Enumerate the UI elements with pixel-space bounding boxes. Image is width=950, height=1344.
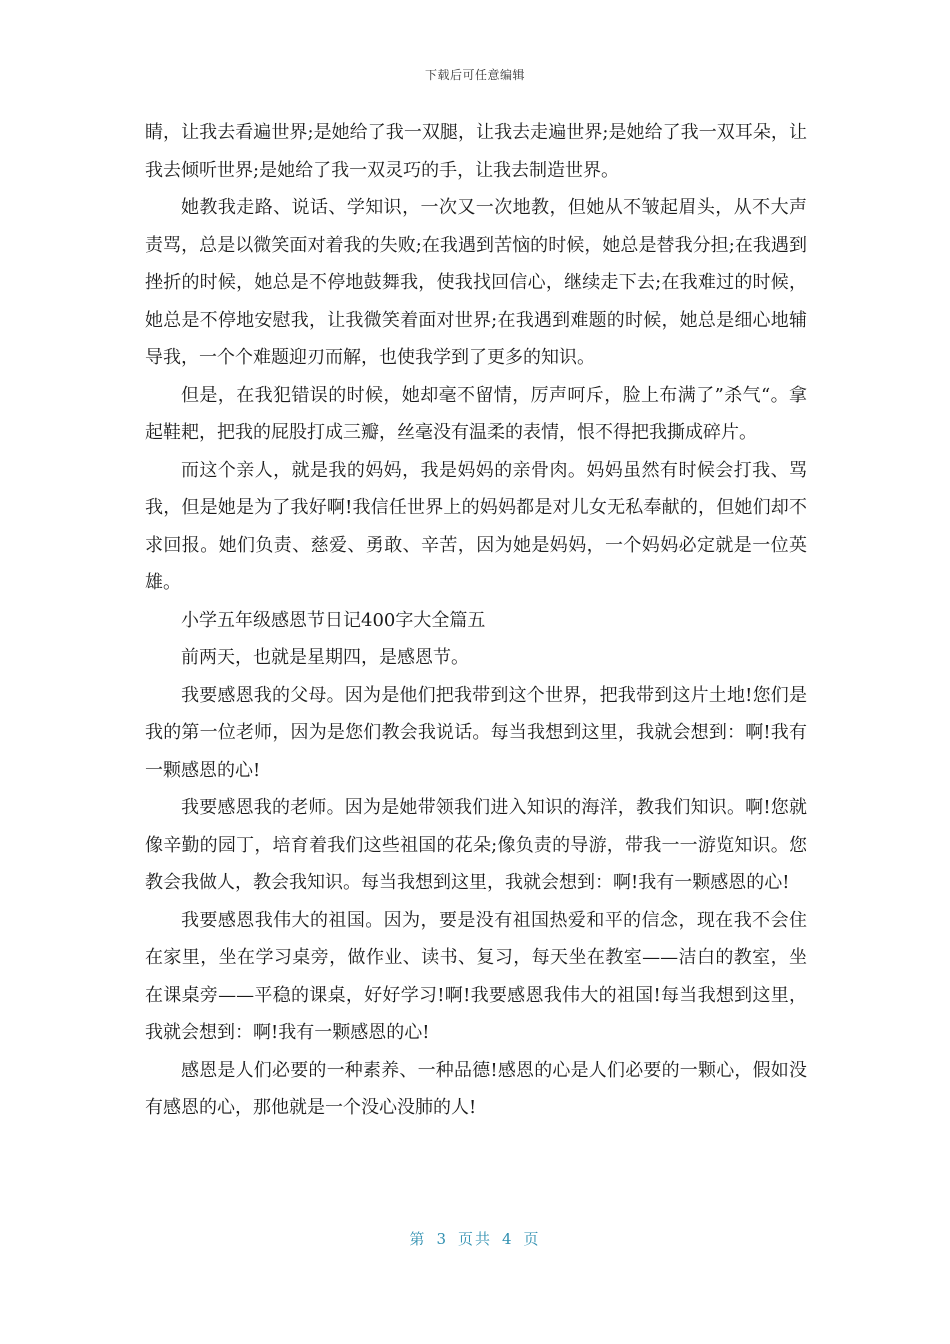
page-footer bbox=[0, 1228, 950, 1249]
current-page-number: 3 bbox=[436, 1230, 448, 1248]
paragraph: 睛，让我去看遍世界;是她给了我一双腿，让我去走遍世界;是她给了我一双耳朵，让我去倾听世界;是她给了我一双灵巧的手，让我去制造世界。 bbox=[145, 122, 807, 181]
paragraph: 而这个亲人，就是我的妈妈，我是妈妈的亲骨肉。妈妈虽然有时候会打我、骂我，但是她是为了我好啊!我信任世界上的妈妈都是对儿女无私奉献的，但她们却不求回报。她们负责、慈爱、勇敢、辛苦，因为她是妈妈，一个妈妈必定就是一位英雄。 bbox=[145, 459, 807, 593]
page-header: 下载后可任意编辑 bbox=[424, 68, 525, 82]
paragraph: 感恩是人们必要的一种素养、一种品德!感恩的心是人们必要的一颗心，假如没有感恩的心，那他就是一个没心没肺的人! bbox=[145, 1059, 807, 1118]
paragraph: 我要感恩我的父母。因为是他们把我带到这个世界，把我带到这片土地!您们是我的第一位老师，因为是您们教会我说话。每当我想到这里，我就会想到：啊!我有一颗感恩的心! bbox=[145, 684, 807, 781]
page-label: 第 bbox=[409, 1230, 427, 1248]
paragraph: 但是，在我犯错误的时候，她却毫不留情，厉声呵斥，脸上布满了”杀气“。拿起鞋耙，把我的屁股打成三瓣，丝毫没有温柔的表情，恨不得把我撕成碎片。 bbox=[145, 384, 807, 443]
paragraph: 我要感恩我伟大的祖国。因为，要是没有祖国热爱和平的信念，现在我不会住在家里，坐在学习桌旁，做作业、读书、复习，每天坐在教室——洁白的教室，坐在课桌旁——平稳的课桌，好好学习!啊!我要感恩我伟大的祖国!每当我想到这里，我就会想到：啊!我有一颗感恩的心! bbox=[145, 909, 807, 1043]
paragraph: 我要感恩我的老师。因为是她带领我们进入知识的海洋，教我们知识。啊!您就像辛勤的园丁，培育着我们这些祖国的花朵;像负责的导游，带我一一游览知识。您教会我做人，教会我知识。每当我想到这里，我就会想到：啊!我有一颗感恩的心! bbox=[145, 797, 807, 893]
total-pages-number: 4 bbox=[502, 1230, 514, 1248]
page-suffix-label: 页 bbox=[523, 1230, 541, 1248]
page-mid-label: 页共 bbox=[457, 1230, 492, 1248]
section-title: 小学五年级感恩节日记400字大全篇五 bbox=[181, 609, 486, 631]
document-body bbox=[145, 114, 807, 1127]
paragraph: 她教我走路、说话、学知识，一次又一次地教，但她从不皱起眉头，从不大声责骂，总是以微笑面对着我的失败;在我遇到苦恼的时候，她总是替我分担;在我遇到挫折的时候，她总是不停地鼓舞我，使我找回信心，继续走下去;在我难过的时候，她总是不停地安慰我，让我微笑着面对世界;在我遇到难题的时候，她总是细心地辅导我，一个个难题迎刃而解，也使我学到了更多的知识。 bbox=[145, 197, 807, 368]
paragraph: 前两天，也就是星期四，是感恩节。 bbox=[181, 647, 469, 668]
